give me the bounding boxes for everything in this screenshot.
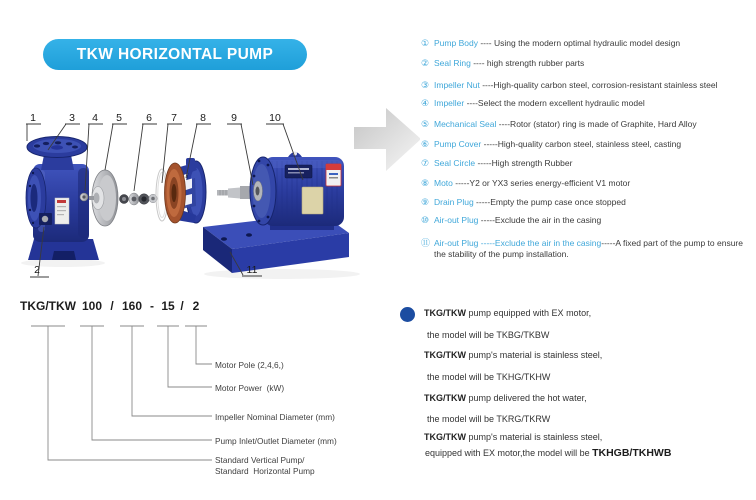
parts-list-item-7: ⑦ Seal Circle -----High strength Rubber: [421, 158, 573, 168]
part-number-6: 6: [146, 112, 152, 124]
note-line-7: TKG/TKW pump's material is stainless steel,: [424, 432, 603, 442]
part-number-8: 8: [200, 112, 206, 124]
mechanical-seal-illustration: [120, 193, 158, 205]
model-code-slash-1: /: [110, 299, 114, 313]
model-code-impeller: 160: [121, 299, 143, 313]
part-number-1: 1: [30, 112, 36, 124]
page-title: TKW HORIZONTAL PUMP: [76, 45, 274, 63]
pump-cover-illustration: [165, 158, 207, 223]
part-number-11: 11: [246, 264, 258, 276]
part-number-4: 4: [92, 112, 98, 124]
parts-list-item-4: ④ Impeller ----Select the modern excellent hydraulic model: [421, 98, 645, 108]
model-breakdown-lines: [0, 315, 420, 485]
part-number-5: 5: [116, 112, 122, 124]
parts-list-item-5: ⑤ Mechanical Seal ----Rotor (stator) ring is made of Graphite, Hard Alloy: [421, 119, 697, 129]
bullet-icon: [400, 307, 415, 322]
model-label-standard-vertical: Standard Vertical Pump/: [215, 455, 305, 465]
model-label-motor-pole: Motor Pole (2,4,6,): [215, 360, 284, 370]
motor-shaft-illustration: [217, 183, 255, 202]
model-label-standard-horizontal: Standard Horizontal Pump: [215, 466, 315, 476]
note-line-2: the model will be TKBG/TKBW: [427, 330, 550, 340]
parts-list-item-3: ③ Impeller Nut ----High-quality carbon steel, corrosion-resistant stainless steel: [421, 80, 718, 90]
parts-list-item-9: ⑨ Drain Plug -----Empty the pump case once stopped: [421, 197, 626, 207]
model-code-power: 15: [161, 299, 175, 313]
model-label-motor-power: Motor Power (kW): [215, 383, 285, 393]
note-line-6: the model will be TKRG/TKRW: [427, 414, 551, 424]
model-code-dash: -: [150, 299, 154, 313]
parts-list-item-8: ⑧ Moto -----Y2 or YX3 series energy-efficient V1 motor: [421, 178, 631, 188]
parts-list-item-11: ⑪ Air-out Plug -----Exclude the air in the casing-----A fixed part of the pump to ensure the stability of the pump installation.: [421, 238, 743, 259]
model-code-inlet: 100: [81, 299, 103, 313]
part-number-10: 10: [269, 112, 281, 124]
motor-shadow: [204, 269, 360, 279]
note-line-5: TKG/TKW pump delivered the hot water,: [424, 393, 587, 403]
impeller-nut-illustration: [80, 193, 88, 201]
note-line-8: equipped with EX motor,the model will be TKHGB/TKHWB: [425, 447, 672, 459]
parts-list-item-2: ② Seal Ring ---- high strength rubber parts: [421, 58, 585, 68]
part-number-9: 9: [231, 112, 237, 124]
model-label-inlet-outlet: Pump Inlet/Outlet Diameter (mm): [215, 436, 337, 446]
direction-arrow-icon: [354, 108, 420, 171]
parts-list-item-6: ⑥ Pump Cover -----High-quality carbon steel, stainless steel, casting: [421, 139, 682, 149]
model-code-slash-2: /: [180, 299, 184, 313]
model-code-pole: 2: [192, 299, 200, 313]
parts-list-item-10: ⑩ Air-out Plug -----Exclude the air in the casing: [421, 215, 602, 225]
note-line-1: TKG/TKW pump equipped with EX motor,: [424, 308, 592, 318]
exploded-diagram: [0, 90, 420, 295]
part-number-3: 3: [69, 112, 75, 124]
title-banner: [43, 39, 307, 70]
note-line-4: the model will be TKHG/TKHW: [427, 372, 551, 382]
part-number-7: 7: [171, 112, 177, 124]
parts-list-item-1: ① Pump Body ---- Using the modern optimal hydraulic model design: [421, 38, 681, 48]
note-line-3: TKG/TKW pump's material is stainless steel,: [424, 350, 603, 360]
part-number-2: 2: [34, 264, 40, 276]
model-code-prefix: TKG/TKW: [20, 299, 76, 313]
impeller-illustration: [89, 170, 118, 226]
model-label-impeller-diameter: Impeller Nominal Diameter (mm): [215, 412, 335, 422]
